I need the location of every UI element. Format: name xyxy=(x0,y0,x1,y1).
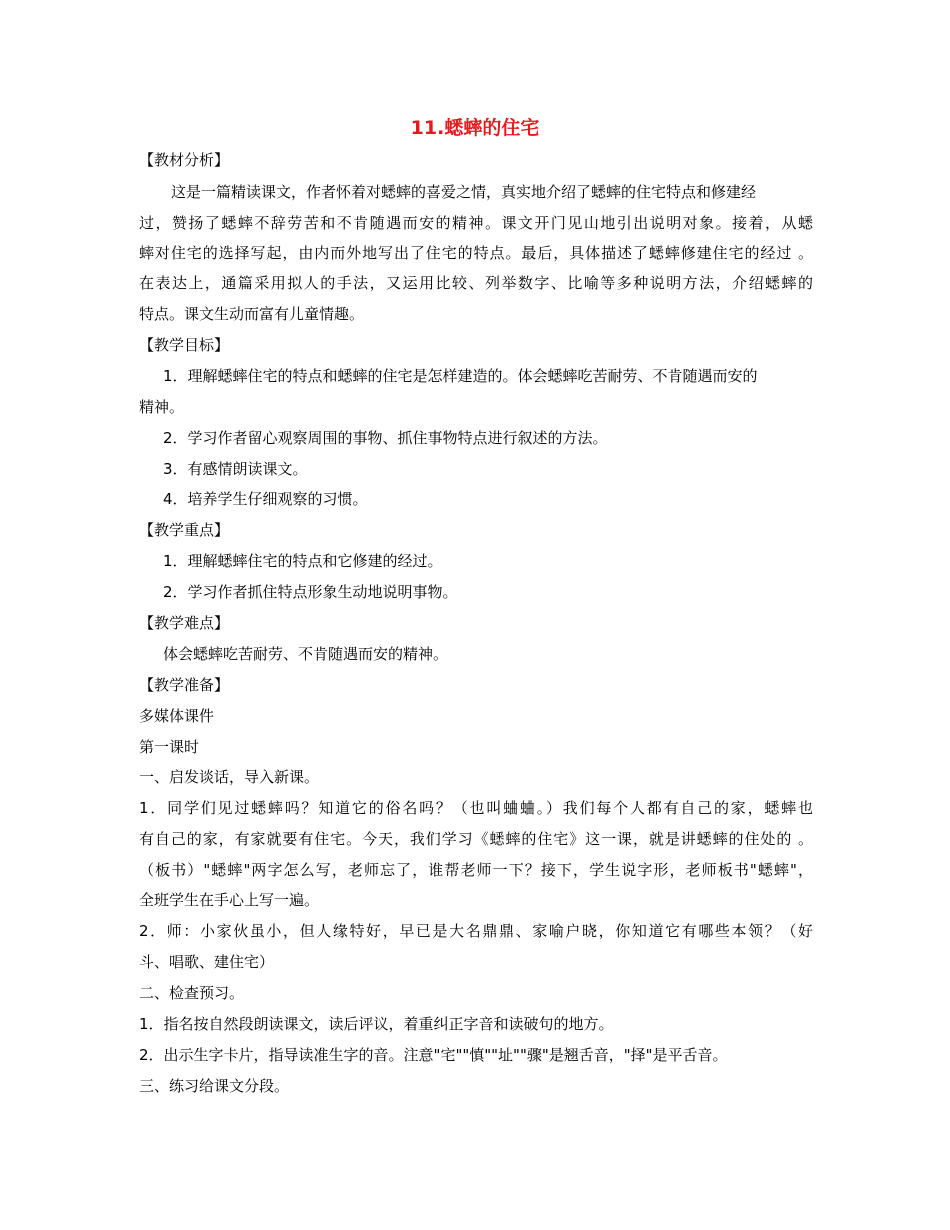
paragraph-line: 三、练习给课文分段。 xyxy=(139,1077,290,1095)
list-item: 2．学习作者抓住特点形象生动地说明事物。 xyxy=(163,583,458,601)
document-title: 11.蟋蟀的住宅 xyxy=(410,117,540,139)
paragraph-line: 在表达上，通篇采用拟人的手法，又运用比较、列举数字、比喻等多种说明方法，介绍蟋蟀的 xyxy=(139,274,813,292)
paragraph-line: 第一课时 xyxy=(139,738,200,756)
paragraph-line: 2．出示生字卡片，指导读准生字的音。注意"宅""慎""址""骤"是翘舌音，"择"是平舌音。 xyxy=(139,1046,728,1064)
list-item-continuation: 精神。 xyxy=(139,398,185,416)
paragraph-line: 2．师：小家伙虽小，但人缘特好，早已是大名鼎鼎、家喻户晓，你知道它有哪些本领？（好 xyxy=(139,922,813,940)
paragraph-line: 蟀对住宅的选择写起，由内而外地写出了住宅的特点。最后，具体描述了蟋蟀修建住宅的经过 。 xyxy=(139,244,813,262)
list-item: 2．学习作者留心观察周围的事物、抓住事物特点进行叙述的方法。 xyxy=(163,429,608,447)
paragraph-line: 一、启发谈话，导入新课。 xyxy=(139,768,320,786)
list-item: 4．培养学生仔细观察的习惯。 xyxy=(163,490,368,508)
paragraph-line: 1．指名按自然段朗读课文，读后评议，着重纠正字音和读破句的地方。 xyxy=(139,1015,614,1033)
paragraph-line: 特点。课文生动而富有儿童情趣。 xyxy=(139,305,365,323)
section-heading-teaching-goals: 【教学目标】 xyxy=(139,336,230,354)
list-item: 1．理解蟋蟀住宅的特点和蟋蟀的住宅是怎样建造的。体会蟋蟀吃苦耐劳、不肯随遇而安的 xyxy=(163,367,758,385)
paragraph-line: 多媒体课件 xyxy=(139,707,215,725)
section-heading-textbook-analysis: 【教材分析】 xyxy=(139,151,230,169)
section-heading-preparation: 【教学准备】 xyxy=(139,676,230,694)
paragraph-line: 过，赞扬了蟋蟀不辞劳苦和不肯随遇而安的精神。课文开门见山地引出说明对象。接着，从蟋 xyxy=(139,214,813,232)
paragraph-line: （板书）"蟋蟀"两字怎么写，老师忘了，谁帮老师一下？接下，学生说字形，老师板书"蟋蟀"， xyxy=(139,861,813,879)
paragraph-line: 1．同学们见过蟋蟀吗？知道它的俗名吗？（也叫蛐蛐。）我们每个人都有自己的家，蟋蟀也 xyxy=(139,799,813,817)
paragraph-line: 体会蟋蟀吃苦耐劳、不肯随遇而安的精神。 xyxy=(163,645,449,663)
section-heading-difficulties: 【教学难点】 xyxy=(139,614,230,632)
list-item: 1．理解蟋蟀住宅的特点和它修建的经过。 xyxy=(163,552,443,570)
paragraph-line: 这是一篇精读课文，作者怀着对蟋蟀的喜爱之情，真实地介绍了蟋蟀的住宅特点和修建经 xyxy=(171,183,757,201)
section-heading-key-points: 【教学重点】 xyxy=(139,521,230,539)
paragraph-line: 斗、唱歌、建住宅） xyxy=(139,953,275,971)
paragraph-line: 二、检查预习。 xyxy=(139,984,245,1002)
paragraph-line: 有自己的家，有家就要有住宅。今天，我们学习《蟋蟀的住宅》这一课，就是讲蟋蟀的住处的 。 xyxy=(139,830,813,848)
list-item: 3．有感情朗读课文。 xyxy=(163,460,308,478)
paragraph-line: 全班学生在手心上写一遍。 xyxy=(139,891,320,909)
